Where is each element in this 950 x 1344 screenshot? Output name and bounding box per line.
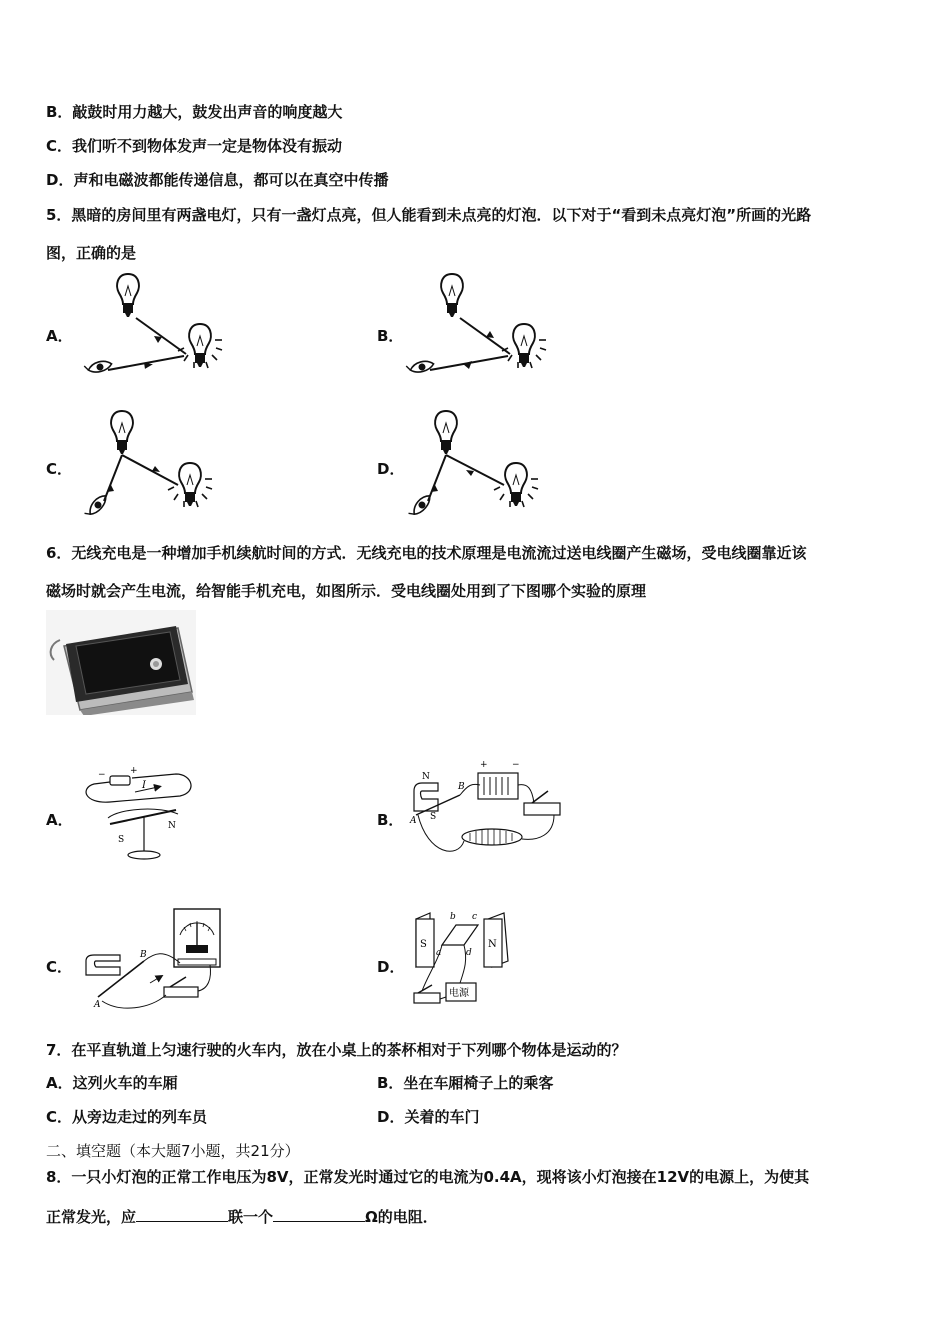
current-label: I [142, 780, 146, 791]
q6-stem-line1: 6．无线充电是一种增加手机续航时间的方式．无线充电的技术原理是电流流过送电线圈产生磁场，受电线圈靠近该 [46, 544, 807, 562]
ray-bulb-to-lamp [460, 318, 510, 354]
q5-option-b-label: B． [377, 327, 404, 345]
q6-option-c-figure [80, 905, 230, 1015]
q7-stem: 7．在平直轨道上匀速行驶的火车内，放在小桌上的茶杯相对于下列哪个物体是运动的？ [46, 1041, 627, 1059]
ray-bulb-to-eye [104, 455, 122, 501]
plus-sign: + [130, 766, 138, 776]
q8-blank-connection-type[interactable] [136, 1205, 228, 1222]
a-label: a [436, 948, 442, 958]
q6-option-d-figure [408, 905, 518, 1015]
q8-part1: 正常发光，应 [46, 1208, 137, 1226]
plus-sign: + [480, 760, 488, 770]
section-2-title: 二、填空题（本大题7小题，共21分） [46, 1142, 300, 1160]
b-label: B [458, 782, 465, 792]
q6-stem-line2: 磁场时就会产生电流，给智能手机充电，如图所示．受电线圈处用到了下图哪个实验的原理 [46, 582, 647, 600]
switch-icon [164, 987, 198, 997]
q5-stem-line1: 5．黑暗的房间里有两盏电灯，只有一盏灯点亮，但人能看到未点亮的灯泡．以下对于“看到未点亮灯泡”所画的光路 [46, 206, 812, 224]
q8-part2: 联一个 [228, 1208, 274, 1226]
eye-icon [406, 359, 435, 375]
ray-lamp-to-bulb [446, 455, 504, 485]
wireless-charger-image [46, 610, 196, 715]
s-pole-label: S [420, 939, 427, 950]
unlit-bulb-icon [441, 274, 463, 317]
q6-option-d-label: D． [377, 958, 405, 976]
unlit-bulb-icon [435, 411, 457, 454]
lit-bulb-icon [178, 324, 222, 368]
coil-frame [442, 925, 478, 945]
q5-option-c-figure [78, 405, 238, 520]
stand-base [128, 851, 160, 859]
lit-bulb-icon [168, 463, 212, 507]
c-label: c [472, 912, 478, 922]
q7-option-d: D．关着的车门 [377, 1108, 480, 1126]
q6-option-c-label: C． [46, 958, 73, 976]
n-pole-label: N [422, 772, 430, 782]
q6-option-a-figure [80, 762, 200, 867]
b-label: b [450, 912, 456, 922]
n-pole-label: N [168, 821, 176, 831]
q5-option-d-label: D． [377, 460, 405, 478]
a-label: A [94, 1000, 101, 1010]
q8-part3: Ω的电阻． [365, 1208, 438, 1226]
q7-option-b: B．坐在车厢椅子上的乘客 [377, 1074, 554, 1092]
ray-bulb-to-eye [428, 455, 446, 501]
q6-option-b-label: B． [377, 811, 404, 829]
q7-option-c: C．从旁边走过的列车员 [46, 1108, 208, 1126]
b-label: B [140, 950, 147, 960]
switch-icon [524, 803, 560, 815]
q4-option-b: B．敲鼓时用力越大，鼓发出声音的响度越大 [46, 103, 343, 121]
q8-blank-resistance[interactable] [273, 1205, 365, 1222]
ray-bulb-to-lamp [122, 455, 178, 485]
lit-bulb-icon [494, 463, 538, 507]
q4-option-c: C．我们听不到物体发声一定是物体没有振动 [46, 137, 343, 155]
q5-option-c-label: C． [46, 460, 73, 478]
q8-line1: 8．一只小灯泡的正常工作电压为8V，正常发光时通过它的电流为0.4A，现将该小灯泡接在12V的电源上，为使其 [46, 1168, 810, 1186]
eye-icon [84, 359, 113, 375]
minus-sign: − [98, 770, 106, 780]
q6-option-a-label: A． [46, 811, 73, 829]
q5-stem-line2: 图，正确的是 [46, 244, 137, 262]
minus-sign: − [512, 760, 520, 770]
power-label: 电源 [449, 988, 469, 999]
q8-line2 [46, 1205, 438, 1227]
battery-icon [110, 776, 130, 785]
switch-icon [414, 993, 440, 1003]
q6-option-b-figure [408, 755, 568, 865]
q5-option-d-figure [400, 405, 560, 520]
s-pole-label: S [118, 835, 125, 845]
q5-option-a-label: A． [46, 327, 73, 345]
unlit-bulb-icon [111, 411, 133, 454]
q5-option-a-figure [78, 270, 238, 385]
lit-bulb-icon [502, 324, 546, 368]
horseshoe-magnet [86, 955, 120, 975]
unlit-bulb-icon [117, 274, 139, 317]
q7-option-a: A．这列火车的车厢 [46, 1074, 178, 1092]
q4-option-d: D．声和电磁波都能传递信息，都可以在真空中传播 [46, 171, 389, 189]
d-label: d [466, 948, 472, 958]
s-pole-label: S [430, 812, 437, 822]
ray-lamp-to-bulb [136, 318, 186, 354]
rheostat [462, 829, 522, 845]
n-pole-label: N [488, 939, 497, 950]
a-label: A [410, 816, 417, 826]
q5-option-b-figure [400, 270, 570, 385]
